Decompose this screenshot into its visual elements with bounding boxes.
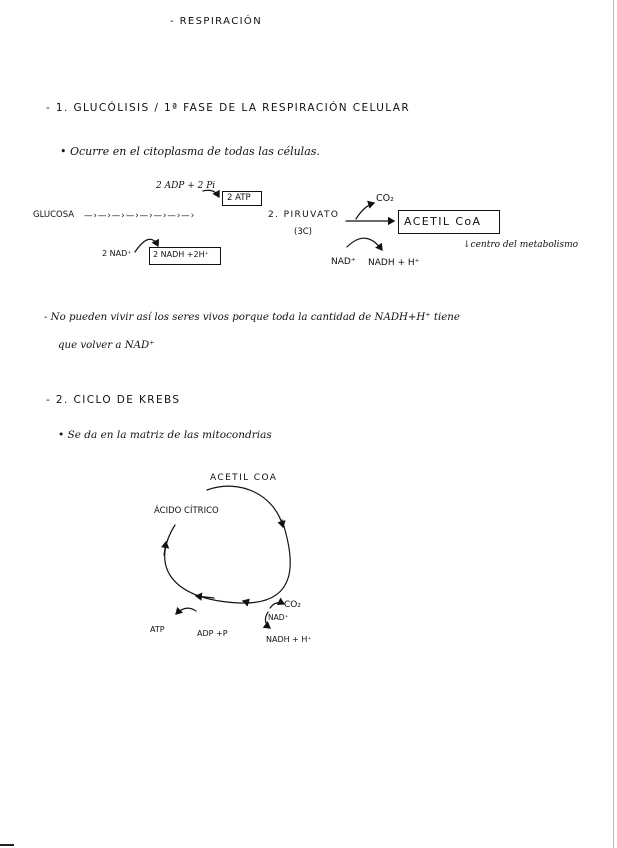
- krebs-citrico-arrow: [164, 542, 166, 555]
- cycle-nadh-label: NADH + H⁺: [266, 635, 312, 644]
- cycle-nad-label: NAD⁺: [268, 613, 289, 622]
- adp-pi-label: 2 ADP + 2 Pi: [156, 181, 216, 191]
- page-corner-mark: [0, 844, 14, 846]
- krebs-co2-branch-arrow: [270, 603, 284, 608]
- cycle-adp-p-label: ADP +P: [197, 629, 228, 638]
- section1-heading: - 1. GLUCÓLISIS / 1ª FASE DE LA RESPIRACIÓN CELULAR: [46, 102, 411, 114]
- acetil-coa-label: ACETIL CoA: [404, 215, 482, 228]
- atp-box-label: 2 ATP: [227, 193, 251, 203]
- note-line-1: - No pueden vivir así los seres vivos porque toda la cantidad de NADH+H⁺ tiene: [44, 312, 460, 323]
- section2-heading: - 2. CICLO DE KREBS: [46, 394, 181, 406]
- krebs-atp-branch-arrow: [176, 608, 196, 614]
- glucosa-label: GLUCOSA: [33, 210, 75, 220]
- cycle-atp-label: ATP: [150, 625, 165, 634]
- nadh-box-label: 2 NADH +2H⁺: [153, 250, 209, 259]
- krebs-left-tick-arrow: [243, 601, 250, 603]
- page-title: - RESPIRACIÓN: [170, 16, 263, 27]
- section2-bullet: • Se da en la matriz de las mitocondrias: [58, 429, 272, 441]
- co2-branch-arrow: [356, 203, 374, 219]
- piruvato-label: 2. PIRUVATO: [268, 210, 340, 220]
- nad-right-label: NAD⁺: [331, 257, 356, 267]
- note-line-2: que volver a NAD⁺: [58, 340, 155, 351]
- centro-metabolismo-note: ↓centro del metabolismo: [463, 240, 579, 250]
- cycle-acetil-coa-label: ACETIL COA: [210, 473, 278, 483]
- krebs-cycle-circle: [165, 520, 291, 603]
- krebs-bottom-arrow: [196, 596, 214, 598]
- glycolysis-arrow-chain: —›—›—›—›—›—›—›—›: [84, 211, 196, 221]
- section1-bullet: • Ocurre en el citoplasma de todas las células.: [60, 145, 320, 158]
- cycle-acido-citrico-label: ÁCIDO CÍTRICO: [154, 506, 219, 516]
- nad-in-label: 2 NAD⁺: [102, 249, 132, 258]
- nadh-right-label: NADH + H⁺: [368, 258, 420, 268]
- co2-label: CO₂: [376, 193, 394, 204]
- three-carbon-label: (3C): [294, 227, 312, 237]
- cycle-co2-label: CO₂: [284, 600, 301, 610]
- adp-to-atp-arrow: [203, 190, 219, 197]
- page-edge-line: [613, 0, 614, 848]
- nad-nadh-loop-arrow: [347, 238, 382, 250]
